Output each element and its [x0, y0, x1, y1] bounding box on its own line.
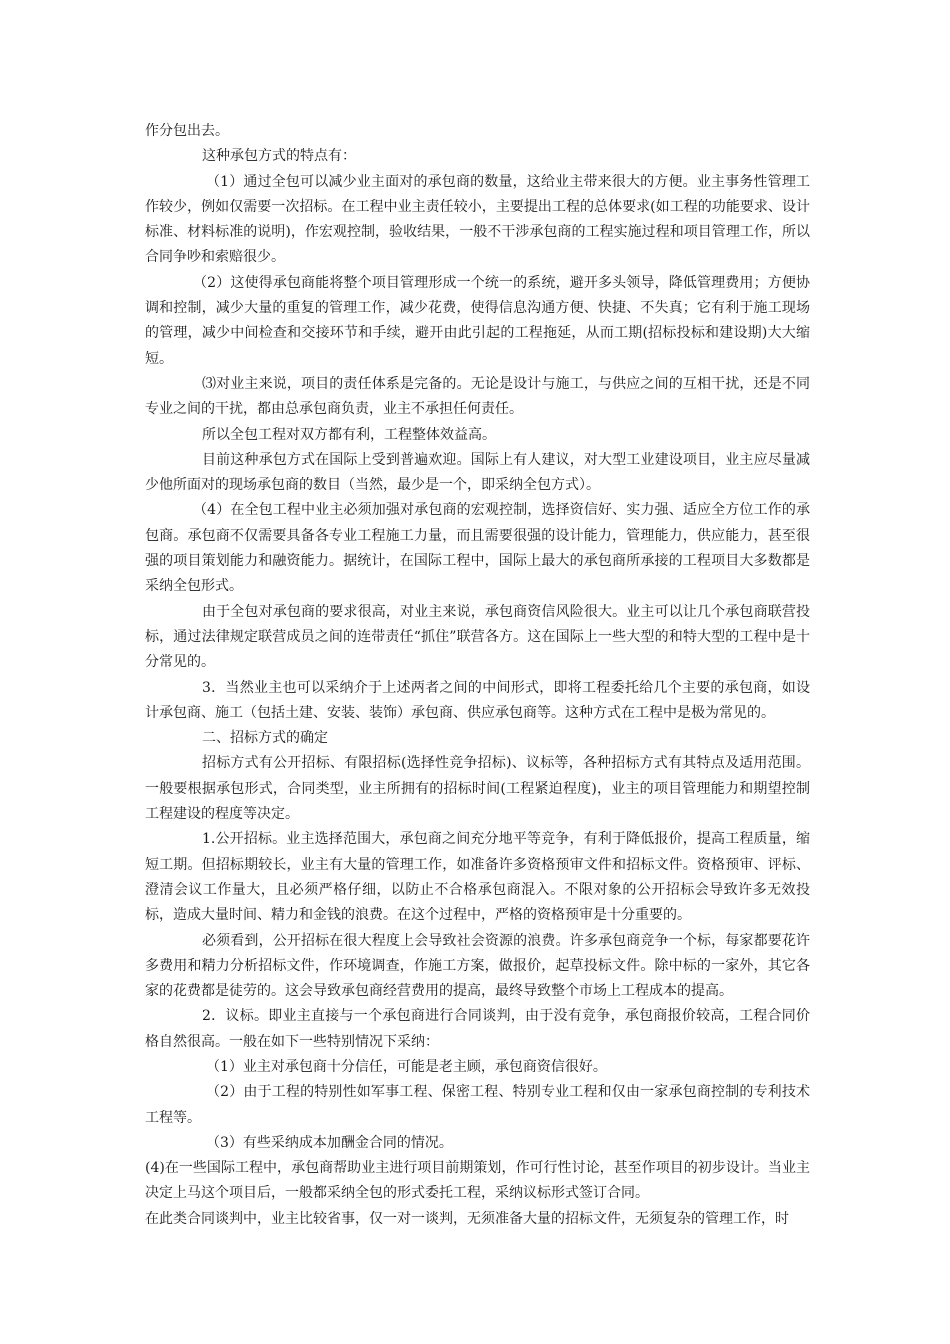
paragraph: （2）这使得承包商能将整个项目管理形成一个统一的系统，避开多头领导，降低管理费用；方便协调和控制，减少大量的重复的管理工作，减少花费，使得信息沟通方便、快捷、不失真；它有利于施工现场的管理，减少中间检查和交接环节和手续，避开由此引起的工程拖延，从而工期(招标投标和建设期)大大缩短。 — [145, 274, 810, 367]
document-body — [145, 119, 810, 1232]
section-heading: 二、招标方式的确定 — [202, 730, 328, 747]
paragraph: （1）业主对承包商十分信任，可能是老主顾，承包商资信很好。 — [206, 1058, 607, 1075]
paragraph: ⑶对业主来说，项目的责任体系是完备的。无论是设计与施工，与供应之间的互相干扰，还是不同专业之间的干扰，都由总承包商负责，业主不承担任何责任。 — [145, 375, 810, 418]
paragraph: 目前这种承包方式在国际上受到普遍欢迎。国际上有人建议，对大型工业建设项目，业主应尽量减少他所面对的现场承包商的数目（当然，最少是一个，即采纳全包方式）。 — [145, 451, 810, 494]
paragraph: 在此类合同谈判中，业主比较省事，仅一对一谈判，无须准备大量的招标文件，无须复杂的管理工作，时 — [145, 1210, 789, 1227]
paragraph: 2．议标。即业主直接与一个承包商进行合同谈判，由于没有竞争，承包商报价较高，工程合同价格自然很高。一般在如下一些特别情况下采纳： — [145, 1008, 810, 1050]
paragraph: 招标方式有公开招标、有限招标(选择性竞争招标)、议标等，各种招标方式有其特点及适用范围。一般要根据承包形式，合同类型，业主所拥有的招标时间(工程紧迫程度)，业主的项目管理能力和期望控制工程建设的程度等决定。 — [145, 755, 810, 823]
paragraph: （4）在全包工程中业主必须加强对承包商的宏观控制，选择资信好、实力强、适应全方位工作的承包商。承包商不仅需要具备各专业工程施工力量，而且需要很强的设计能力，管理能力，供应能力，甚至很强的项目策划能力和融资能力。据统计，在国际工程中，国际上最大的承包商所承接的工程项目大多数都是采纳全包形式。 — [145, 502, 810, 595]
paragraph: 作分包出去。 — [145, 123, 229, 139]
paragraph: 必须看到，公开招标在很大程度上会导致社会资源的浪费。许多承包商竞争一个标，每家都要花许多费用和精力分析招标文件，作环境调查，作施工方案，做报价，起草投标文件。除中标的一家外，其它各家的花费都是徒劳的。这会导致承包商经营费用的提高，最终导致整个市场上工程成本的提高。 — [145, 932, 810, 1000]
paragraph: 3．当然业主也可以采纳介于上述两者之间的中间形式，即将工程委托给几个主要的承包商，如设计承包商、施工（包括土建、安装、装饰）承包商、供应承包商等。这种方式在工程中是极为常见的。 — [145, 679, 810, 721]
paragraph: 1.公开招标。业主选择范围大，承包商之间充分地平等竞争，有利于降低报价，提高工程质量，缩短工期。但招标期较长，业主有大量的管理工作，如准备许多资格预审文件和招标文件。资格预审、评标、澄清会议工作量大，且必须严格仔细，以防止不合格承包商混入。不限对象的公开招标会导致许多无效投标，造成大量时间、精力和金钱的浪费。在这个过程中，严格的资格预审是十分重要的。 — [145, 831, 810, 924]
paragraph: 这种承包方式的特点有： — [202, 148, 356, 165]
paragraph: （1）通过全包可以减少业主面对的承包商的数量，这给业主带来很大的方便。业主事务性管理工作较少，例如仅需要一次招标。在工程中业主责任较小，主要提出工程的总体要求(如工程的功能要求、设计标准、材料标准的说明)，作宏观控制，验收结果，一般不干涉承包商的工程实施过程和项目管理工作，所以合同争吵和索赔很少。 — [145, 173, 810, 266]
paragraph: 所以全包工程对双方都有利，工程整体效益高。 — [202, 426, 496, 443]
paragraph: (4)在一些国际工程中，承包商帮助业主进行项目前期策划，作可行性讨论，甚至作项目的初步设计。当业主决定上马这个项目后，一般都采纳全包的形式委托工程，采纳议标形式签订合同。 — [145, 1160, 810, 1202]
paragraph: （3）有些采纳成本加酬金合同的情况。 — [206, 1134, 453, 1151]
paragraph: 由于全包对承包商的要求很高，对业主来说，承包商资信风险很大。业主可以让几个承包商联营投标，通过法律规定联营成员之间的连带责任“抓住”联营各方。这在国际上一些大型的和特大型的工程中是十分常见的。 — [145, 603, 810, 671]
paragraph: （2）由于工程的特别性如军事工程、保密工程、特别专业工程和仅由一家承包商控制的专利技术工程等。 — [145, 1084, 810, 1126]
